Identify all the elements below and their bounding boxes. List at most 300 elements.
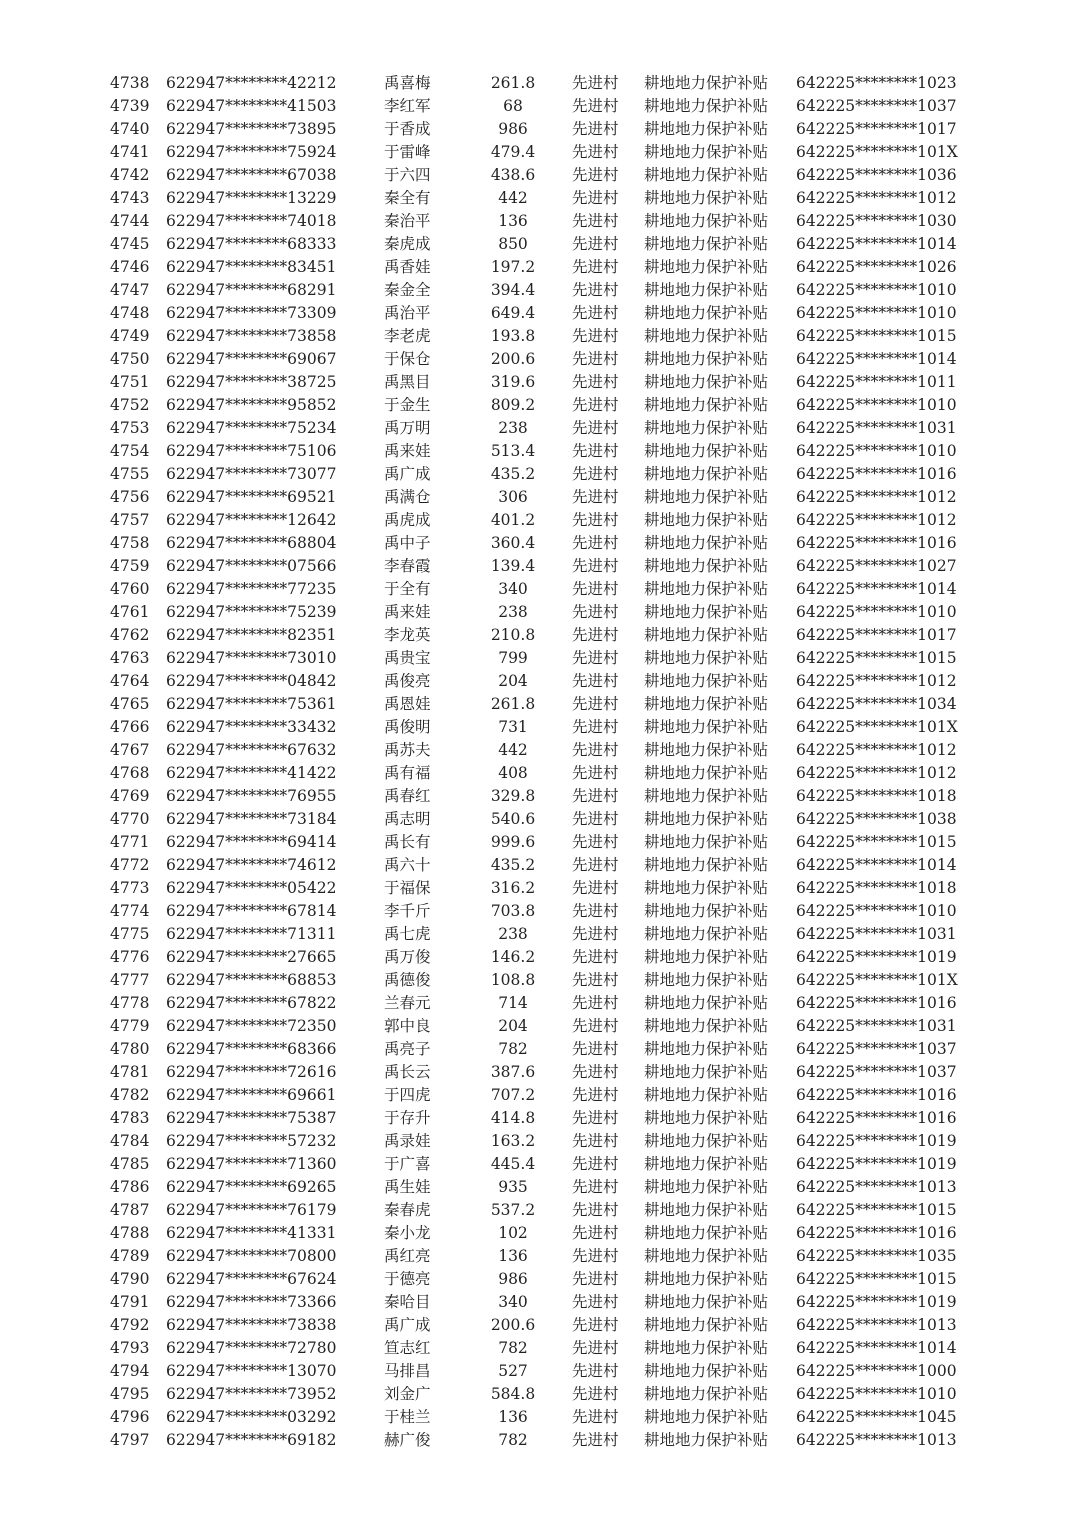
table-row (0, 808, 1074, 831)
table-row (0, 1268, 1074, 1291)
account-number: 622947********75924 (166, 143, 337, 161)
row-number: 4779 (110, 1017, 150, 1035)
subsidy-type: 耕地地力保护补贴 (644, 1270, 769, 1288)
subsidy-amount: 438.6 (490, 166, 536, 184)
recipient-name: 于全有 (384, 580, 431, 598)
recipient-name: 禹香娃 (384, 258, 431, 276)
subsidy-amount: 999.6 (490, 833, 536, 851)
table-row (0, 831, 1074, 854)
id-number: 642225********1016 (796, 1086, 957, 1104)
village-name: 先进村 (572, 1063, 619, 1081)
subsidy-amount: 136 (498, 1247, 528, 1265)
account-number: 622947********72350 (166, 1017, 337, 1035)
row-number: 4740 (110, 120, 150, 138)
subsidy-amount: 102 (498, 1224, 528, 1242)
village-name: 先进村 (572, 925, 619, 943)
id-number: 642225********101X (796, 143, 958, 161)
village-name: 先进村 (572, 97, 619, 115)
village-name: 先进村 (572, 1178, 619, 1196)
subsidy-type: 耕地地力保护补贴 (644, 833, 769, 851)
subsidy-type: 耕地地力保护补贴 (644, 994, 769, 1012)
subsidy-type: 耕地地力保护补贴 (644, 511, 769, 529)
table-row (0, 946, 1074, 969)
row-number: 4785 (110, 1155, 150, 1173)
village-name: 先进村 (572, 1408, 619, 1426)
row-number: 4782 (110, 1086, 150, 1104)
id-number: 642225********1012 (796, 189, 957, 207)
id-number: 642225********1038 (796, 810, 957, 828)
id-number: 642225********1036 (796, 166, 957, 184)
subsidy-amount: 340 (498, 1293, 528, 1311)
subsidy-type: 耕地地力保护补贴 (644, 1224, 769, 1242)
subsidy-table (0, 72, 1074, 1452)
subsidy-amount: 809.2 (490, 396, 536, 414)
id-number: 642225********1016 (796, 465, 957, 483)
subsidy-amount: 442 (498, 741, 528, 759)
subsidy-amount: 731 (498, 718, 528, 736)
subsidy-type: 耕地地力保护补贴 (644, 281, 769, 299)
id-number: 642225********1010 (796, 442, 957, 460)
recipient-name: 禹贵宝 (384, 649, 431, 667)
account-number: 622947********04842 (166, 672, 337, 690)
id-number: 642225********1011 (796, 373, 957, 391)
recipient-name: 禹有福 (384, 764, 431, 782)
account-number: 622947********03292 (166, 1408, 337, 1426)
subsidy-amount: 703.8 (490, 902, 536, 920)
village-name: 先进村 (572, 994, 619, 1012)
row-number: 4786 (110, 1178, 150, 1196)
subsidy-type: 耕地地力保护补贴 (644, 925, 769, 943)
subsidy-type: 耕地地力保护补贴 (644, 603, 769, 621)
subsidy-type: 耕地地力保护补贴 (644, 373, 769, 391)
recipient-name: 禹生娃 (384, 1178, 431, 1196)
village-name: 先进村 (572, 1362, 619, 1380)
recipient-name: 秦全有 (384, 189, 431, 207)
account-number: 622947********69521 (166, 488, 337, 506)
account-number: 622947********41422 (166, 764, 337, 782)
id-number: 642225********1010 (796, 1385, 957, 1403)
id-number: 642225********1014 (796, 1339, 957, 1357)
row-number: 4764 (110, 672, 150, 690)
subsidy-amount: 108.8 (490, 971, 536, 989)
account-number: 622947********68333 (166, 235, 337, 253)
subsidy-type: 耕地地力保护补贴 (644, 1109, 769, 1127)
subsidy-amount: 200.6 (490, 1316, 536, 1334)
table-row (0, 1130, 1074, 1153)
subsidy-amount: 197.2 (490, 258, 536, 276)
subsidy-amount: 238 (498, 925, 528, 943)
account-number: 622947********73184 (166, 810, 337, 828)
recipient-name: 禹万俊 (384, 948, 431, 966)
subsidy-amount: 316.2 (490, 879, 536, 897)
recipient-name: 禹恩娃 (384, 695, 431, 713)
subsidy-type: 耕地地力保护补贴 (644, 695, 769, 713)
subsidy-type: 耕地地力保护补贴 (644, 1040, 769, 1058)
row-number: 4767 (110, 741, 150, 759)
village-name: 先进村 (572, 948, 619, 966)
recipient-name: 禹中子 (384, 534, 431, 552)
subsidy-amount: 146.2 (490, 948, 536, 966)
recipient-name: 禹来娃 (384, 442, 431, 460)
village-name: 先进村 (572, 120, 619, 138)
row-number: 4776 (110, 948, 150, 966)
id-number: 642225********1019 (796, 1155, 957, 1173)
village-name: 先进村 (572, 235, 619, 253)
account-number: 622947********07566 (166, 557, 337, 575)
account-number: 622947********13070 (166, 1362, 337, 1380)
subsidy-amount: 513.4 (490, 442, 536, 460)
account-number: 622947********72616 (166, 1063, 337, 1081)
row-number: 4757 (110, 511, 150, 529)
row-number: 4772 (110, 856, 150, 874)
account-number: 622947********67038 (166, 166, 337, 184)
village-name: 先进村 (572, 1316, 619, 1334)
subsidy-amount: 136 (498, 212, 528, 230)
account-number: 622947********67814 (166, 902, 337, 920)
subsidy-amount: 360.4 (490, 534, 536, 552)
table-row (0, 463, 1074, 486)
subsidy-type: 耕地地力保护补贴 (644, 143, 769, 161)
village-name: 先进村 (572, 718, 619, 736)
id-number: 642225********1027 (796, 557, 957, 575)
subsidy-type: 耕地地力保护补贴 (644, 764, 769, 782)
id-number: 642225********1035 (796, 1247, 957, 1265)
subsidy-type: 耕地地力保护补贴 (644, 1431, 769, 1449)
account-number: 622947********75234 (166, 419, 337, 437)
id-number: 642225********1018 (796, 879, 957, 897)
row-number: 4777 (110, 971, 150, 989)
subsidy-type: 耕地地力保护补贴 (644, 189, 769, 207)
account-number: 622947********41503 (166, 97, 337, 115)
recipient-name: 禹亮子 (384, 1040, 431, 1058)
village-name: 先进村 (572, 1040, 619, 1058)
account-number: 622947********69265 (166, 1178, 337, 1196)
subsidy-amount: 435.2 (490, 465, 536, 483)
subsidy-type: 耕地地力保护补贴 (644, 327, 769, 345)
id-number: 642225********1012 (796, 511, 957, 529)
account-number: 622947********73010 (166, 649, 337, 667)
village-name: 先进村 (572, 442, 619, 460)
account-number: 622947********70800 (166, 1247, 337, 1265)
table-row (0, 325, 1074, 348)
table-row (0, 486, 1074, 509)
row-number: 4751 (110, 373, 150, 391)
subsidy-amount: 714 (498, 994, 528, 1012)
subsidy-amount: 163.2 (490, 1132, 536, 1150)
subsidy-amount: 986 (498, 120, 528, 138)
village-name: 先进村 (572, 143, 619, 161)
subsidy-amount: 68 (503, 97, 523, 115)
subsidy-amount: 306 (498, 488, 528, 506)
subsidy-type: 耕地地力保护补贴 (644, 212, 769, 230)
subsidy-amount: 238 (498, 603, 528, 621)
subsidy-amount: 139.4 (490, 557, 536, 575)
account-number: 622947********69182 (166, 1431, 337, 1449)
village-name: 先进村 (572, 1431, 619, 1449)
id-number: 642225********1015 (796, 327, 957, 345)
id-number: 642225********1030 (796, 212, 957, 230)
subsidy-type: 耕地地力保护补贴 (644, 1408, 769, 1426)
recipient-name: 李千斤 (384, 902, 431, 920)
row-number: 4749 (110, 327, 150, 345)
row-number: 4756 (110, 488, 150, 506)
subsidy-type: 耕地地力保护补贴 (644, 534, 769, 552)
subsidy-type: 耕地地力保护补贴 (644, 1385, 769, 1403)
id-number: 642225********1045 (796, 1408, 957, 1426)
table-row (0, 670, 1074, 693)
village-name: 先进村 (572, 189, 619, 207)
subsidy-amount: 442 (498, 189, 528, 207)
subsidy-type: 耕地地力保护补贴 (644, 166, 769, 184)
row-number: 4742 (110, 166, 150, 184)
village-name: 先进村 (572, 212, 619, 230)
subsidy-type: 耕地地力保护补贴 (644, 1201, 769, 1219)
id-number: 642225********1034 (796, 695, 957, 713)
id-number: 642225********1013 (796, 1431, 957, 1449)
table-row (0, 900, 1074, 923)
id-number: 642225********1016 (796, 1224, 957, 1242)
subsidy-type: 耕地地力保护补贴 (644, 741, 769, 759)
row-number: 4739 (110, 97, 150, 115)
subsidy-amount: 319.6 (490, 373, 536, 391)
table-row (0, 785, 1074, 808)
village-name: 先进村 (572, 971, 619, 989)
id-number: 642225********1000 (796, 1362, 957, 1380)
village-name: 先进村 (572, 557, 619, 575)
recipient-name: 李红军 (384, 97, 431, 115)
village-name: 先进村 (572, 764, 619, 782)
recipient-name: 李春霞 (384, 557, 431, 575)
recipient-name: 禹六十 (384, 856, 431, 874)
row-number: 4794 (110, 1362, 150, 1380)
id-number: 642225********1010 (796, 281, 957, 299)
row-number: 4766 (110, 718, 150, 736)
subsidy-type: 耕地地力保护补贴 (644, 1155, 769, 1173)
subsidy-amount: 261.8 (490, 695, 536, 713)
subsidy-type: 耕地地力保护补贴 (644, 488, 769, 506)
subsidy-type: 耕地地力保护补贴 (644, 1063, 769, 1081)
row-number: 4774 (110, 902, 150, 920)
recipient-name: 李老虎 (384, 327, 431, 345)
village-name: 先进村 (572, 166, 619, 184)
subsidy-type: 耕地地力保护补贴 (644, 350, 769, 368)
account-number: 622947********72780 (166, 1339, 337, 1357)
table-row (0, 1337, 1074, 1360)
subsidy-type: 耕地地力保护补贴 (644, 718, 769, 736)
recipient-name: 禹苏夫 (384, 741, 431, 759)
account-number: 622947********68366 (166, 1040, 337, 1058)
table-row (0, 739, 1074, 762)
id-number: 642225********1015 (796, 1270, 957, 1288)
id-number: 642225********1014 (796, 856, 957, 874)
subsidy-amount: 707.2 (490, 1086, 536, 1104)
row-number: 4797 (110, 1431, 150, 1449)
table-row (0, 1084, 1074, 1107)
subsidy-amount: 445.4 (490, 1155, 536, 1173)
subsidy-type: 耕地地力保护补贴 (644, 1362, 769, 1380)
id-number: 642225********1015 (796, 649, 957, 667)
account-number: 622947********38725 (166, 373, 337, 391)
id-number: 642225********1017 (796, 626, 957, 644)
subsidy-amount: 540.6 (490, 810, 536, 828)
id-number: 642225********1023 (796, 74, 957, 92)
row-number: 4755 (110, 465, 150, 483)
subsidy-type: 耕地地力保护补贴 (644, 672, 769, 690)
id-number: 642225********1010 (796, 396, 957, 414)
table-row (0, 1107, 1074, 1130)
recipient-name: 于德亮 (384, 1270, 431, 1288)
table-row (0, 1153, 1074, 1176)
table-row (0, 1429, 1074, 1452)
recipient-name: 禹长云 (384, 1063, 431, 1081)
account-number: 622947********75387 (166, 1109, 337, 1127)
row-number: 4780 (110, 1040, 150, 1058)
id-number: 642225********101X (796, 718, 958, 736)
id-number: 642225********1010 (796, 902, 957, 920)
village-name: 先进村 (572, 810, 619, 828)
subsidy-type: 耕地地力保护补贴 (644, 971, 769, 989)
subsidy-amount: 414.8 (490, 1109, 536, 1127)
subsidy-amount: 537.2 (490, 1201, 536, 1219)
id-number: 642225********1019 (796, 948, 957, 966)
recipient-name: 禹俊明 (384, 718, 431, 736)
subsidy-amount: 782 (498, 1339, 528, 1357)
subsidy-type: 耕地地力保护补贴 (644, 948, 769, 966)
row-number: 4778 (110, 994, 150, 1012)
village-name: 先进村 (572, 419, 619, 437)
village-name: 先进村 (572, 672, 619, 690)
village-name: 先进村 (572, 787, 619, 805)
village-name: 先进村 (572, 1293, 619, 1311)
table-row (0, 578, 1074, 601)
subsidy-amount: 204 (498, 672, 528, 690)
subsidy-type: 耕地地力保护补贴 (644, 810, 769, 828)
account-number: 622947********05422 (166, 879, 337, 897)
account-number: 622947********71311 (166, 925, 337, 943)
recipient-name: 于存升 (384, 1109, 431, 1127)
table-row (0, 647, 1074, 670)
account-number: 622947********82351 (166, 626, 337, 644)
account-number: 622947********71360 (166, 1155, 337, 1173)
row-number: 4792 (110, 1316, 150, 1334)
account-number: 622947********74018 (166, 212, 337, 230)
village-name: 先进村 (572, 396, 619, 414)
recipient-name: 于广喜 (384, 1155, 431, 1173)
subsidy-type: 耕地地力保护补贴 (644, 120, 769, 138)
village-name: 先进村 (572, 1017, 619, 1035)
row-number: 4775 (110, 925, 150, 943)
subsidy-type: 耕地地力保护补贴 (644, 626, 769, 644)
row-number: 4768 (110, 764, 150, 782)
subsidy-type: 耕地地力保护补贴 (644, 1132, 769, 1150)
id-number: 642225********1037 (796, 1040, 957, 1058)
subsidy-type: 耕地地力保护补贴 (644, 1293, 769, 1311)
table-row (0, 1383, 1074, 1406)
account-number: 622947********73895 (166, 120, 337, 138)
row-number: 4761 (110, 603, 150, 621)
id-number: 642225********1010 (796, 603, 957, 621)
village-name: 先进村 (572, 350, 619, 368)
recipient-name: 于保仓 (384, 350, 431, 368)
subsidy-amount: 782 (498, 1040, 528, 1058)
village-name: 先进村 (572, 1339, 619, 1357)
subsidy-type: 耕地地力保护补贴 (644, 1086, 769, 1104)
recipient-name: 禹治平 (384, 304, 431, 322)
recipient-name: 李龙英 (384, 626, 431, 644)
subsidy-amount: 387.6 (490, 1063, 536, 1081)
recipient-name: 秦虎成 (384, 235, 431, 253)
village-name: 先进村 (572, 649, 619, 667)
id-number: 642225********1037 (796, 1063, 957, 1081)
village-name: 先进村 (572, 695, 619, 713)
id-number: 642225********1014 (796, 350, 957, 368)
subsidy-type: 耕地地力保护补贴 (644, 465, 769, 483)
village-name: 先进村 (572, 488, 619, 506)
recipient-name: 马排昌 (384, 1362, 431, 1380)
subsidy-amount: 435.2 (490, 856, 536, 874)
subsidy-type: 耕地地力保护补贴 (644, 442, 769, 460)
account-number: 622947********13229 (166, 189, 337, 207)
village-name: 先进村 (572, 856, 619, 874)
row-number: 4753 (110, 419, 150, 437)
subsidy-type: 耕地地力保护补贴 (644, 1017, 769, 1035)
subsidy-amount: 799 (498, 649, 528, 667)
table-row (0, 256, 1074, 279)
account-number: 622947********42212 (166, 74, 337, 92)
table-row (0, 601, 1074, 624)
table-row (0, 877, 1074, 900)
id-number: 642225********1037 (796, 97, 957, 115)
table-row (0, 233, 1074, 256)
subsidy-amount: 935 (498, 1178, 528, 1196)
row-number: 4769 (110, 787, 150, 805)
id-number: 642225********1019 (796, 1132, 957, 1150)
row-number: 4754 (110, 442, 150, 460)
village-name: 先进村 (572, 1086, 619, 1104)
account-number: 622947********12642 (166, 511, 337, 529)
recipient-name: 秦金全 (384, 281, 431, 299)
row-number: 4796 (110, 1408, 150, 1426)
row-number: 4743 (110, 189, 150, 207)
recipient-name: 秦哈目 (384, 1293, 431, 1311)
subsidy-amount: 408 (498, 764, 528, 782)
table-row (0, 371, 1074, 394)
row-number: 4790 (110, 1270, 150, 1288)
id-number: 642225********1013 (796, 1316, 957, 1334)
table-row (0, 1291, 1074, 1314)
village-name: 先进村 (572, 465, 619, 483)
recipient-name: 于香成 (384, 120, 431, 138)
recipient-name: 禹志明 (384, 810, 431, 828)
village-name: 先进村 (572, 1270, 619, 1288)
village-name: 先进村 (572, 741, 619, 759)
village-name: 先进村 (572, 1109, 619, 1127)
subsidy-amount: 204 (498, 1017, 528, 1035)
subsidy-amount: 584.8 (490, 1385, 536, 1403)
table-row (0, 1245, 1074, 1268)
recipient-name: 刘金广 (384, 1385, 431, 1403)
account-number: 622947********73309 (166, 304, 337, 322)
table-row (0, 1015, 1074, 1038)
row-number: 4771 (110, 833, 150, 851)
account-number: 622947********67624 (166, 1270, 337, 1288)
table-row (0, 1199, 1074, 1222)
account-number: 622947********68853 (166, 971, 337, 989)
recipient-name: 于福保 (384, 879, 431, 897)
table-row (0, 279, 1074, 302)
table-row (0, 509, 1074, 532)
id-number: 642225********1017 (796, 120, 957, 138)
